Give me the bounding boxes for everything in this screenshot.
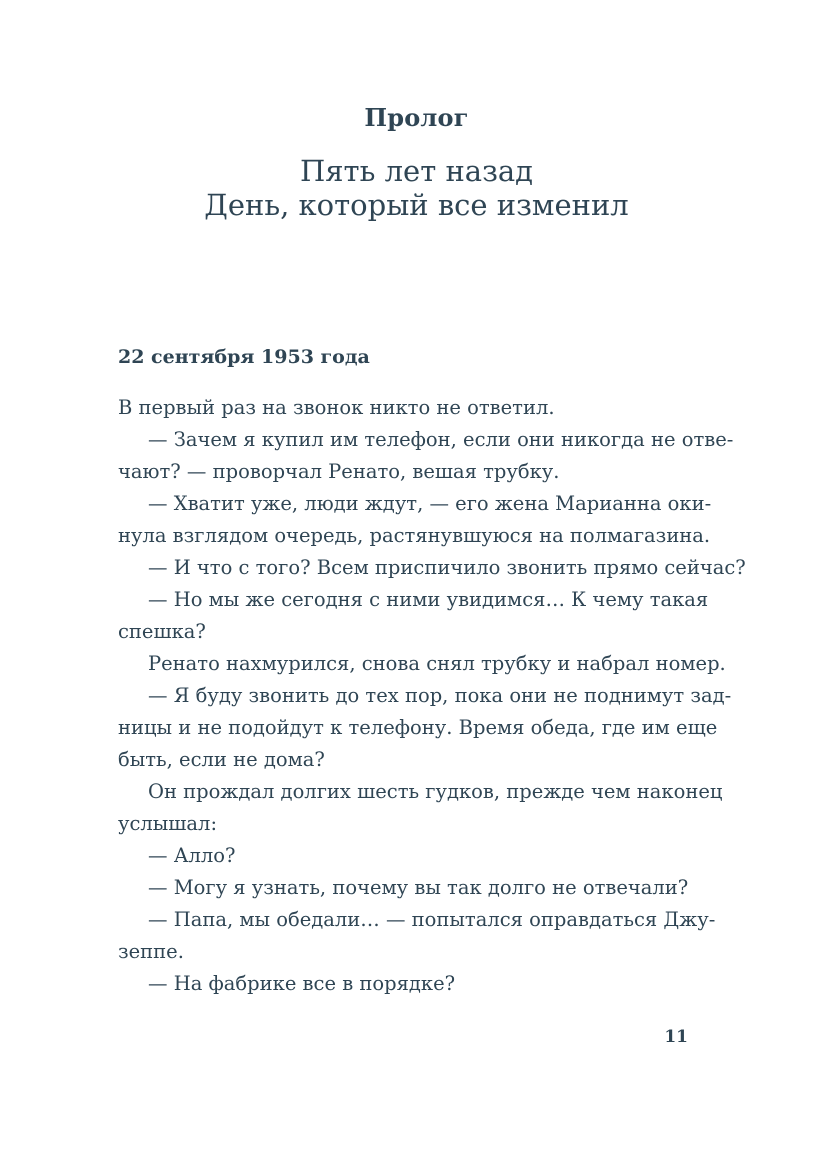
text-line: — Зачем я купил им телефон, если они никогда не отве- [148, 428, 734, 451]
text-line: нула взглядом очередь, растянувшуюся на полмагазина. [118, 524, 711, 547]
text-line: — Я буду звонить до тех пор, пока они не поднимут зад- [148, 684, 732, 707]
chapter-subtitle-line-1: Пять лет назад [299, 154, 534, 188]
text-line: быть, если не дома? [118, 748, 325, 771]
text-line: В первый раз на звонок никто не ответил. [118, 396, 555, 419]
date-heading: 22 сентября 1953 года [118, 346, 370, 368]
text-line: спешка? [118, 620, 206, 643]
text-line: — Могу я узнать, почему вы так долго не отвечали? [148, 876, 689, 899]
chapter-subtitle-line-2: День, который все изменил [204, 188, 629, 222]
text-line: Он прождал долгих шесть гудков, прежде чем наконец [148, 780, 723, 803]
text-line: — Папа, мы обедали… — попытался оправдаться Джу- [148, 908, 716, 931]
text-line: — И что с того? Всем приспичило звонить прямо сейчас? [148, 556, 746, 579]
text-line: услышал: [118, 812, 218, 835]
chapter-title: Пролог [364, 103, 469, 132]
text-line: чают? — проворчал Ренато, вешая трубку. [118, 460, 560, 483]
text-line: — На фабрике все в порядке? [148, 972, 456, 995]
text-line: — Алло? [148, 844, 236, 867]
page-number: 11 [664, 1027, 688, 1047]
body-text [118, 392, 746, 1000]
text-line: зеппе. [118, 940, 184, 963]
text-line: ницы и не подойдут к телефону. Время обеда, где им еще [118, 716, 718, 739]
text-line: — Но мы же сегодня с ними увидимся… К чему такая [148, 588, 709, 611]
text-line: — Хватит уже, люди ждут, — его жена Марианна оки- [148, 492, 712, 515]
text-line: Ренато нахмурился, снова снял трубку и набрал номер. [148, 652, 726, 675]
